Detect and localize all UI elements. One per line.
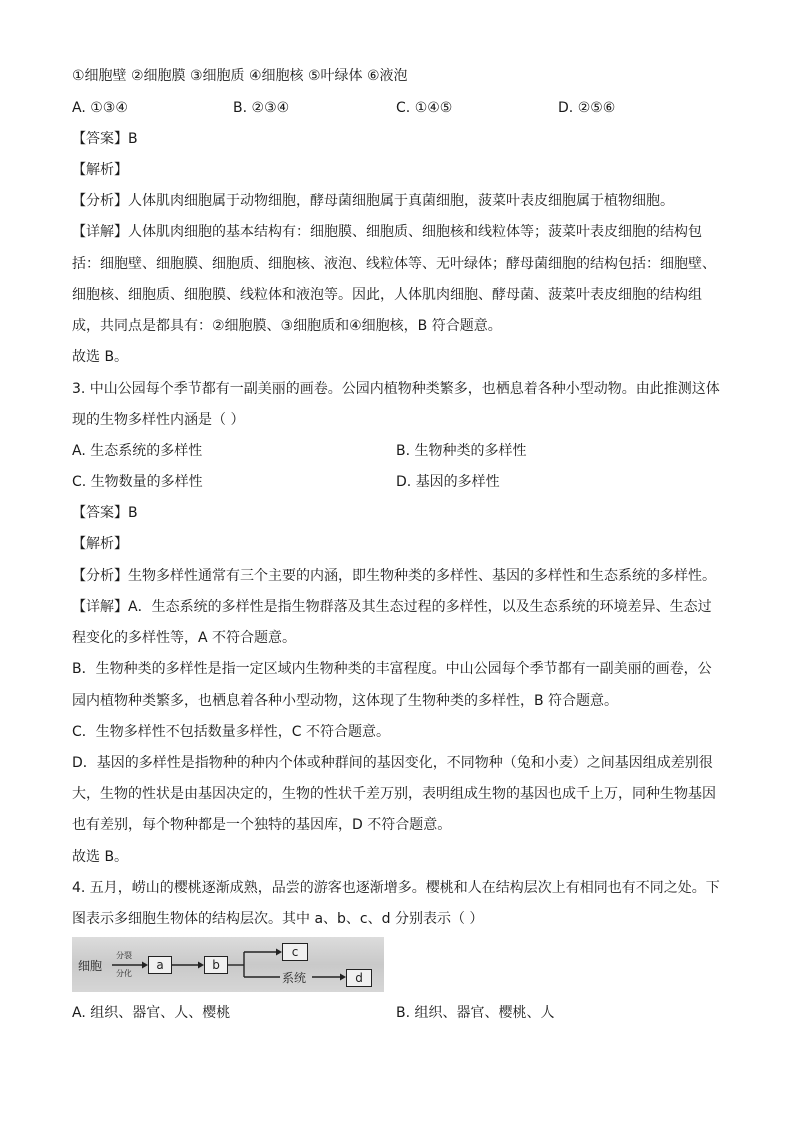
q3-option-a-letter: A. bbox=[72, 443, 86, 459]
q2-option-d-letter: D. bbox=[558, 100, 574, 116]
q2-option-c-text: ①④⑤ bbox=[414, 100, 453, 116]
q2-option-b[interactable] bbox=[233, 98, 289, 118]
q3-analysis-heading: 【解析】 bbox=[72, 536, 128, 552]
q2-option-d[interactable] bbox=[558, 98, 615, 118]
q4-option-a-text: 组织、器官、人、樱桃 bbox=[90, 1005, 231, 1021]
q2-analysis-line: 【详解】人体肌肉细胞的基本结构有：细胞膜、细胞质、细胞核和线粒体等；菠菜叶表皮细胞的结构包 bbox=[72, 224, 702, 240]
q2-option-b-letter: B. bbox=[233, 100, 248, 116]
q3-analysis-line: 大，生物的性状是由基因决定的，生物的性状千差万别，表明组成生物的基因也成千上万，同种生物基因 bbox=[72, 786, 716, 802]
q3-answer: 【答案】B bbox=[72, 505, 138, 521]
q4-stem-line: 图表示多细胞生物体的结构层次。其中 a、b、c、d 分别表示（ ） bbox=[72, 911, 484, 927]
q2-analysis-line: 成，共同点是都具有：②细胞膜、③细胞质和④细胞核，B 符合题意。 bbox=[72, 318, 502, 334]
q3-stem-line: 现的生物多样性内涵是（ ） bbox=[72, 412, 245, 428]
q3-option-a[interactable] bbox=[72, 441, 202, 461]
q4-stem-line: 4. 五月，崂山的樱桃逐渐成熟，品尝的游客也逐渐增多。樱桃和人在结构层次上有相同也有不同之处。下 bbox=[72, 880, 720, 896]
q3-analysis-line: C．生物多样性不包括数量多样性，C 不符合题意。 bbox=[72, 724, 390, 740]
structure-hierarchy-diagram bbox=[72, 937, 384, 992]
q2-option-d-text: ②⑤⑥ bbox=[577, 100, 616, 116]
q2-option-a[interactable] bbox=[72, 98, 128, 118]
diagram-division-label: 分裂 bbox=[116, 951, 132, 960]
diagram-box-b: b bbox=[204, 956, 228, 974]
q2-option-b-text: ②③④ bbox=[251, 100, 290, 116]
diagram-arrows bbox=[72, 937, 384, 992]
q3-option-b-letter: B. bbox=[396, 443, 411, 459]
q3-analysis-line: D．基因的多样性是指物种的种内个体或种群间的基因变化，不同物种（兔和小麦）之间基因组成差别很 bbox=[72, 755, 713, 771]
q3-analysis-line: 【详解】A．生态系统的多样性是指生物群落及其生态过程的多样性，以及生态系统的环境差异、生态过 bbox=[72, 599, 712, 615]
q4-option-b[interactable] bbox=[396, 1003, 555, 1023]
diagram-system-label: 系统 bbox=[282, 971, 307, 985]
q3-option-c-letter: C. bbox=[72, 474, 87, 490]
q3-stem-line: 3. 中山公园每个季节都有一副美丽的画卷。公园内植物种类繁多，也栖息着各种小型动物。由此推测这体 bbox=[72, 381, 720, 397]
q3-conclusion: 故选 B。 bbox=[72, 849, 129, 865]
q2-analysis-line: 括：细胞壁、细胞膜、细胞质、细胞核、液泡、线粒体等、无叶绿体；酵母菌细胞的结构包括：细胞壁、 bbox=[72, 256, 716, 272]
q2-analysis-heading: 【解析】 bbox=[72, 162, 128, 178]
q4-option-a[interactable] bbox=[72, 1003, 230, 1023]
q2-analysis-line: 细胞核、细胞质、细胞膜、线粒体和液泡等。因此，人体肌肉细胞、酵母菌、菠菜叶表皮细胞的结构组 bbox=[72, 287, 702, 303]
q2-option-c-letter: C. bbox=[396, 100, 411, 116]
q3-analysis-line: 程变化的多样性等，A 不符合题意。 bbox=[72, 630, 297, 646]
q3-analysis-line: 【分析】生物多样性通常有三个主要的内涵，即生物种类的多样性、基因的多样性和生态系统的多样性。 bbox=[72, 568, 716, 584]
q2-analysis-line: 【分析】人体肌肉细胞属于动物细胞，酵母菌细胞属于真菌细胞，菠菜叶表皮细胞属于植物细胞。 bbox=[72, 193, 674, 209]
q3-option-d-letter: D. bbox=[396, 474, 412, 490]
q2-items-line: ①细胞壁 ②细胞膜 ③细胞质 ④细胞核 ⑤叶绿体 ⑥液泡 bbox=[72, 68, 408, 84]
diagram-cell-label: 细胞 bbox=[78, 959, 103, 973]
q3-option-b-text: 生物种类的多样性 bbox=[414, 443, 527, 459]
q3-option-d[interactable] bbox=[396, 472, 500, 492]
diagram-differentiation-label: 分化 bbox=[116, 969, 132, 978]
diagram-box-c: c bbox=[282, 943, 308, 961]
diagram-box-a: a bbox=[148, 956, 172, 974]
q3-analysis-line: 园内植物种类繁多，也栖息着各种小型动物，这体现了生物种类的多样性，B 符合题意。 bbox=[72, 693, 619, 709]
q2-conclusion: 故选 B。 bbox=[72, 349, 129, 365]
q2-option-a-letter: A. bbox=[72, 100, 86, 116]
q3-analysis-line: 也有差别，每个物种都是一个独特的基因库，D 不符合题意。 bbox=[72, 817, 452, 833]
q3-option-c-text: 生物数量的多样性 bbox=[90, 474, 203, 490]
diagram-box-d: d bbox=[346, 969, 372, 987]
q3-option-c[interactable] bbox=[72, 472, 203, 492]
q2-option-a-text: ①③④ bbox=[90, 100, 128, 116]
q3-option-d-text: 基因的多样性 bbox=[415, 474, 500, 490]
q4-option-b-letter: B. bbox=[396, 1005, 411, 1021]
q3-option-b[interactable] bbox=[396, 441, 527, 461]
q4-option-a-letter: A. bbox=[72, 1005, 86, 1021]
q2-option-c[interactable] bbox=[396, 98, 452, 118]
q2-answer: 【答案】B bbox=[72, 131, 138, 147]
q3-option-a-text: 生态系统的多样性 bbox=[90, 443, 203, 459]
q4-option-b-text: 组织、器官、樱桃、人 bbox=[414, 1005, 555, 1021]
q3-analysis-line: B．生物种类的多样性是指一定区域内生物种类的丰富程度。中山公园每个季节都有一副美丽的画卷，公 bbox=[72, 661, 712, 677]
